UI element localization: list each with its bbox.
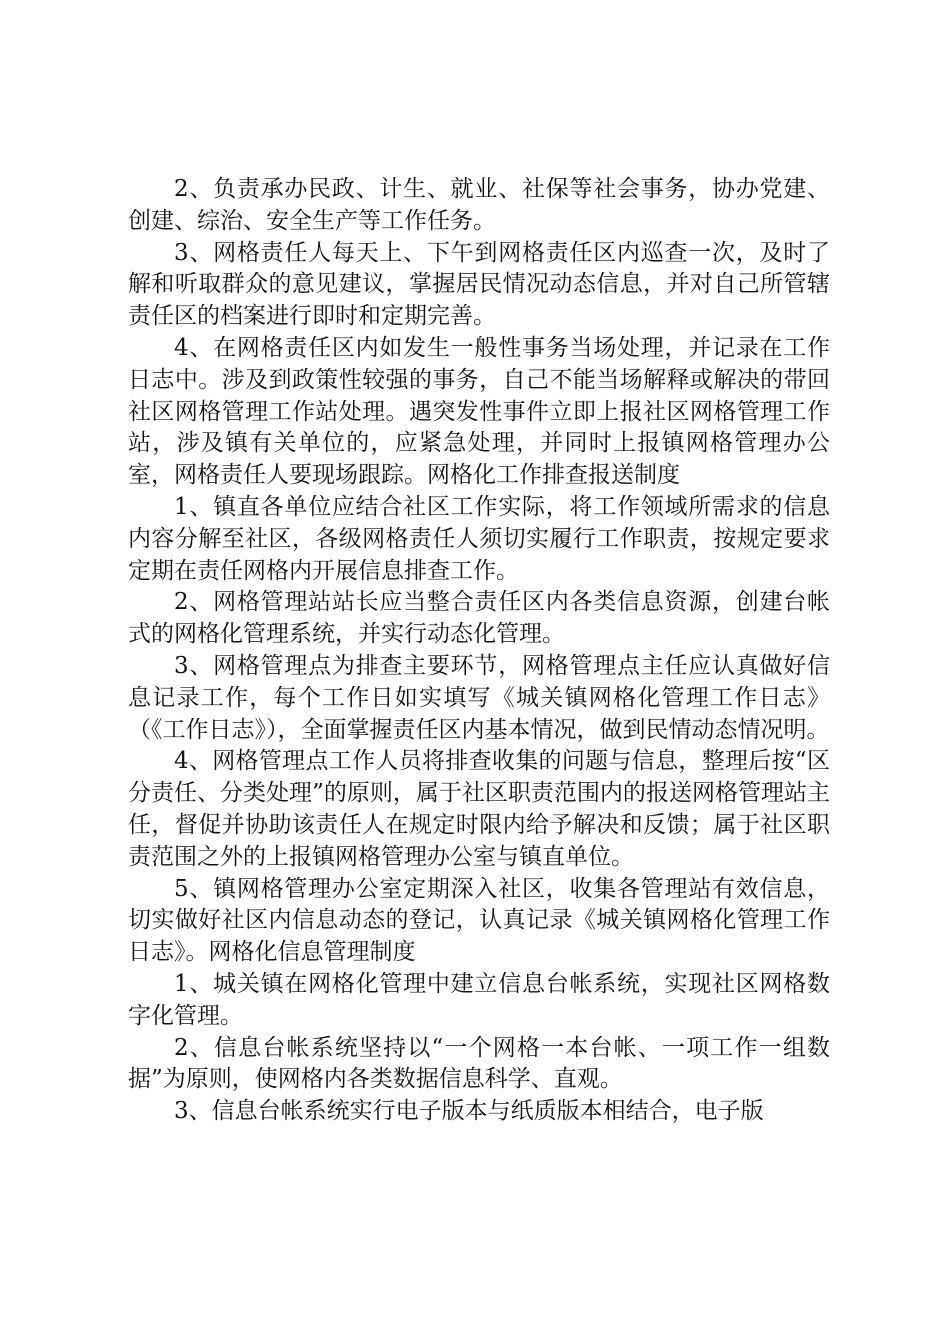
paragraph: 2、负责承办民政、计生、就业、社保等社会事务，协办党建、创建、综治、安全生产等工作任务。 — [128, 176, 830, 234]
paragraph: 3、信息台帐系统实行电子版本与纸质版本相结合，电子版 — [174, 1098, 764, 1125]
document-body — [128, 174, 830, 1128]
paragraph: 2、信息台帐系统坚持以“一个网格一本台帐、一项工作一组数据”为原则，使网格内各类数据信息科学、直观。 — [128, 1034, 830, 1093]
paragraph: 3、网格管理点为排查主要环节，网格管理点主任应认真做好信息记录工作，每个工作日如实填写《城关镇网格化管理工作日志》（《工作日志》），全面掌握责任区内基本情况，做到民情动态情况明。 — [128, 652, 830, 743]
paragraph: 1、城关镇在网格化管理中建立信息台帐系统，实现社区网格数字化管理。 — [128, 970, 830, 1029]
paragraph: 3、网格责任人每天上、下午到网格责任区内巡查一次，及时了解和听取群众的意见建议，掌握居民情况动态信息，并对自己所管辖责任区的档案进行即时和定期完善。 — [128, 239, 830, 330]
paragraph: 2、网格管理站站长应当整合责任区内各类信息资源，创建台帐式的网格化管理系统，并实行动态化管理。 — [128, 589, 830, 648]
paragraph: 4、在网格责任区内如发生一般性事务当场处理，并记录在工作日志中。涉及到政策性较强的事务，自己不能当场解释或解决的带回社区网格管理工作站处理。遇突发性事件立即上报社区网格管理工作站，涉及镇有关单位的，应紧急处理，并同时上报镇网格管理办公室，网格责任人要现场跟踪。网格化工作排查报送制度 — [128, 334, 830, 489]
paragraph: 1、镇直各单位应结合社区工作实际，将工作领域所需求的信息内容分解至社区，各级网格责任人须切实履行工作职责，按规定要求定期在责任网格内开展信息排查工作。 — [128, 493, 830, 584]
paragraph: 4、网格管理点工作人员将排查收集的问题与信息，整理后按“区分责任、分类处理”的原则，属于社区职责范围内的报送网格管理站主任，督促并协助该责任人在规定时限内给予解决和反馈；属于社区职责范围之外的上报镇网格管理办公室与镇直单位。 — [128, 748, 830, 870]
paragraph: 5、镇网格管理办公室定期深入社区，收集各管理站有效信息，切实做好社区内信息动态的登记，认真记录《城关镇网格化管理工作日志》。网格化信息管理制度 — [128, 875, 830, 966]
